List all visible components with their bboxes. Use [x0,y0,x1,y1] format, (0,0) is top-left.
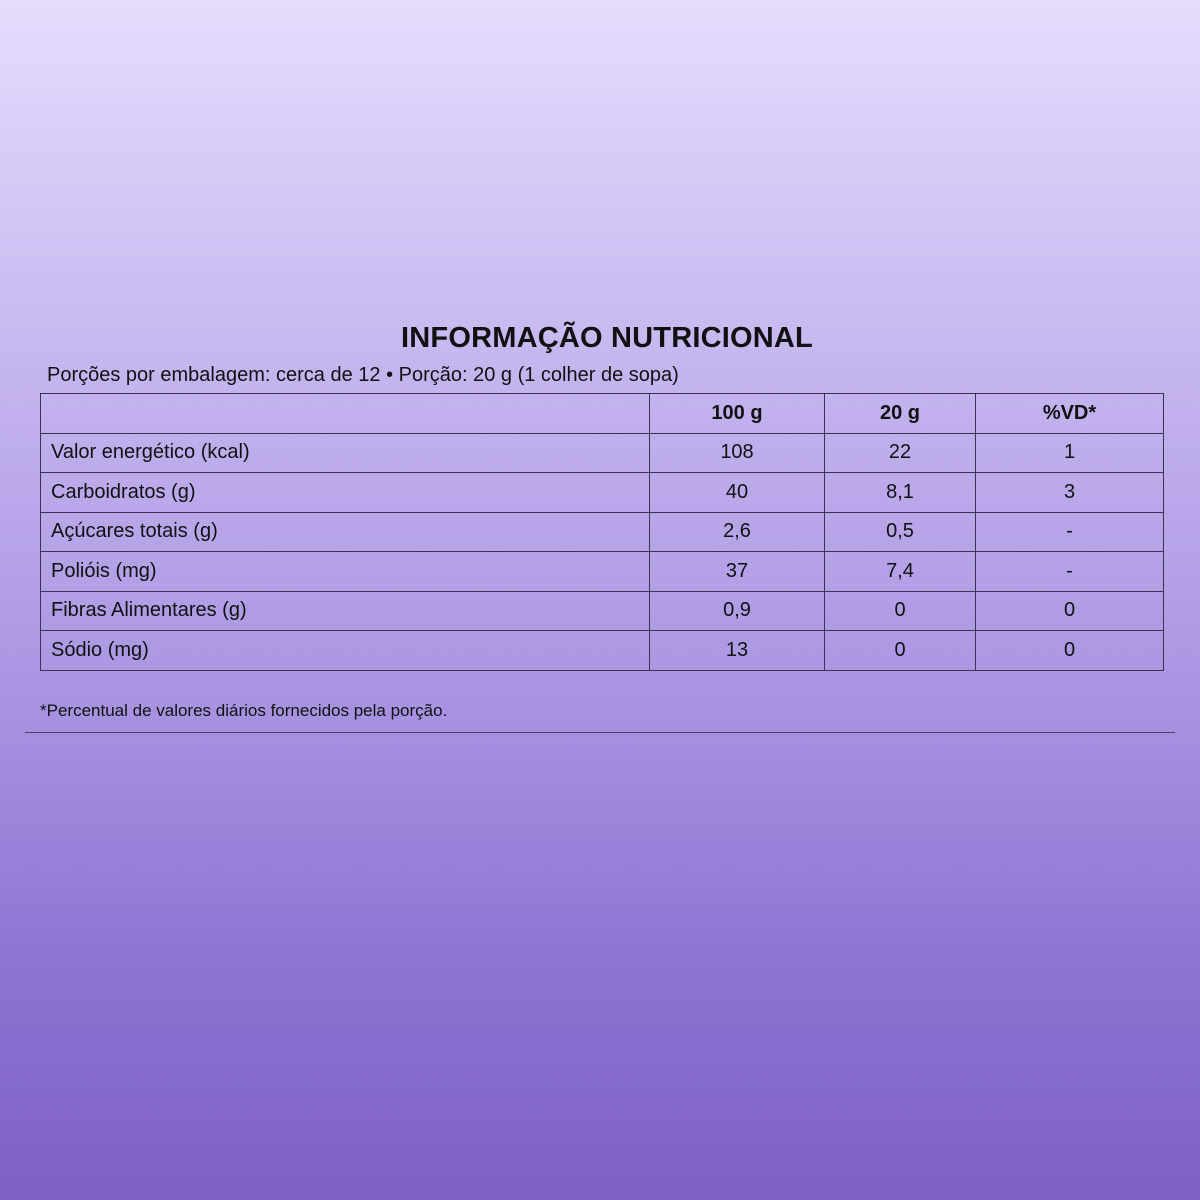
table-row [41,591,1164,631]
value-per-portion: 8,1 [825,473,976,513]
value-daily-percent: 1 [976,433,1164,473]
table-header-row [41,394,1164,434]
nutrient-name: Polióis (mg) [41,552,650,592]
table-row [41,631,1164,671]
nutrition-table [40,393,1164,671]
value-per-100g: 40 [650,473,825,513]
value-per-100g: 37 [650,552,825,592]
value-daily-percent: 3 [976,473,1164,513]
value-per-portion: 7,4 [825,552,976,592]
divider-line [25,732,1175,733]
table-row [41,552,1164,592]
servings-info: Porções por embalagem: cerca de 12 • Porção: 20 g (1 colher de sopa) [47,364,679,386]
nutrient-name: Valor energético (kcal) [41,433,650,473]
nutrient-name: Carboidratos (g) [41,473,650,513]
header-nutrient [41,394,650,434]
nutrient-name: Fibras Alimentares (g) [41,591,650,631]
value-per-portion: 0,5 [825,512,976,552]
nutrient-name: Sódio (mg) [41,631,650,671]
value-per-portion: 22 [825,433,976,473]
value-per-portion: 0 [825,591,976,631]
value-per-100g: 13 [650,631,825,671]
value-per-portion: 0 [825,631,976,671]
nutrition-title: INFORMAÇÃO NUTRICIONAL [401,322,813,354]
header-daily-value: %VD* [976,394,1164,434]
value-daily-percent: 0 [976,591,1164,631]
value-per-100g: 0,9 [650,591,825,631]
footnote: *Percentual de valores diários fornecidos pela porção. [40,701,448,720]
table-row [41,433,1164,473]
table-row [41,473,1164,513]
nutrient-name: Açúcares totais (g) [41,512,650,552]
value-daily-percent: - [976,552,1164,592]
header-per-portion: 20 g [825,394,976,434]
header-per-100g: 100 g [650,394,825,434]
value-per-100g: 108 [650,433,825,473]
value-daily-percent: 0 [976,631,1164,671]
table-row [41,512,1164,552]
value-daily-percent: - [976,512,1164,552]
value-per-100g: 2,6 [650,512,825,552]
